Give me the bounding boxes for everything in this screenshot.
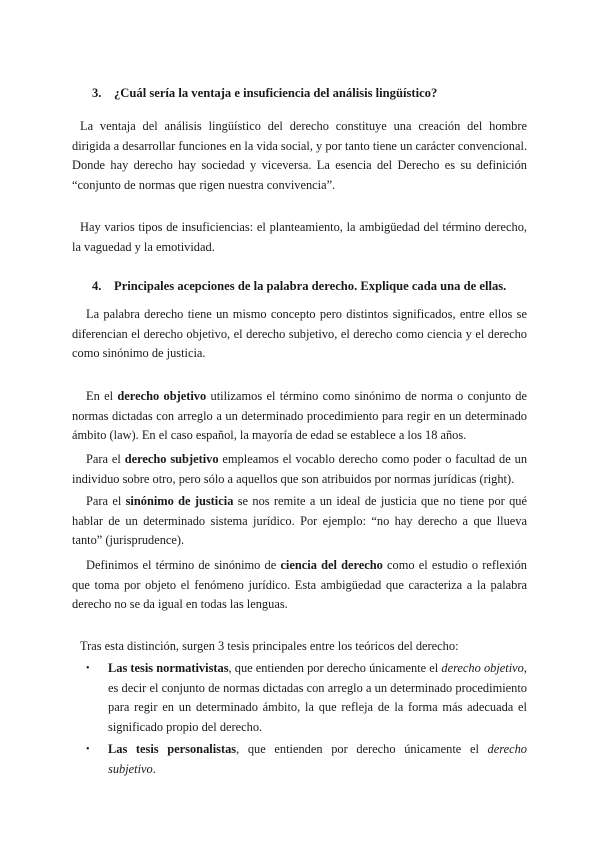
section-4-number: 4.: [92, 279, 102, 293]
section-3-paragraph-1: La ventaja del análisis lingüístico del derecho constituye una creación del hombre dirigida a desarrollar funciones en la vida social, y por tanto tiene un carácter convencional. Donde hay derecho hay sociedad y viceversa. La esencia del Derecho es su definición “conjunto de normas que rigen nuestra convivencia”.: [72, 119, 527, 192]
ciencia-derecho-paragraph: [72, 556, 527, 615]
section-3-number: 3.: [92, 86, 102, 100]
list-item-thesis-2: [72, 740, 527, 779]
ciencia-term: ciencia del derecho: [280, 558, 383, 572]
thesis-2-term: Las tesis personalistas: [108, 742, 237, 756]
section-4-title: Principales acepciones de la palabra derecho. Explique cada una de ellas.: [114, 279, 507, 293]
thesis-2-post: .: [152, 761, 156, 776]
ciencia-pre-text: Definimos el término de sinónimo de: [86, 558, 281, 572]
bullet-icon: •: [86, 744, 90, 755]
objetivo-pre-text: En el: [86, 389, 118, 403]
section-3-paragraph-2: Hay varios tipos de insuficiencias: el planteamiento, la ambigüedad del término derecho, la vaguedad y la emotividad.: [72, 220, 527, 254]
thesis-1-mid: , que entienden por derecho únicamente el: [228, 661, 442, 675]
objetivo-post-text: utilizamos el término como sinónimo de norma o conjunto de normas dictadas con arreglo a un determinado procedimiento para regir en un determinado ámbito (law). En el caso español, la mayoría de edad se establece a los 18 años.: [72, 389, 527, 442]
justicia-term: sinónimo de justicia: [125, 494, 234, 508]
thesis-1-term: Las tesis normativistas: [108, 661, 229, 675]
theses-list: [72, 659, 527, 779]
thesis-2-mid: , que entienden por derecho únicamente el: [236, 742, 488, 756]
justicia-post-text: se nos remite a un ideal de justicia que no tiene por qué hablar de un determinado sistema jurídico. Por ejemplo: “no hay derecho a que llueva tanto” (jurisprudence).: [72, 494, 528, 547]
subjetivo-term: derecho subjetivo: [124, 452, 219, 466]
derecho-objetivo-paragraph: [72, 387, 527, 446]
subjetivo-post-text: empleamos el vocablo derecho como poder o facultad de un individuo sobre otro, pero sólo a aquellos que son atribuidos por normas jurídicas (right).: [72, 452, 528, 486]
thesis-2-emphasis: derecho subjetivo: [108, 742, 527, 776]
ciencia-post-text: como el estudio o reflexión que toma por objeto el fenómeno jurídico. Esta ambigüedad que caracteriza a la palabra derecho no se da igual en todas las lenguas.: [72, 558, 527, 611]
bullet-icon: •: [86, 663, 90, 674]
section-4-intro: La palabra derecho tiene un mismo concepto pero distintos significados, entre ellos se diferencian el derecho objetivo, el derecho subjetivo, el derecho como ciencia y el derecho como sinónimo de justicia.: [72, 307, 527, 360]
section-3-title: ¿Cuál sería la ventaja e insuficiencia del análisis lingüístico?: [114, 86, 438, 100]
section-3-heading: [92, 84, 532, 104]
list-item-thesis-1: [72, 659, 527, 737]
section-4-heading: [92, 277, 532, 297]
derecho-subjetivo-paragraph: [72, 450, 527, 489]
sinonimo-justicia-paragraph: [72, 492, 527, 551]
subjetivo-pre-text: Para el: [86, 452, 125, 466]
thesis-1-post: , es decir el conjunto de normas dictadas con arreglo a un determinado procedimiento para regir en un determinado ámbito, la que refleja de la forma más adecuada el significado propio del derecho.: [108, 661, 527, 734]
thesis-1-emphasis: derecho objetivo: [441, 661, 524, 675]
theses-intro: Tras esta distinción, surgen 3 tesis principales entre los teóricos del derecho:: [80, 639, 459, 653]
justicia-pre-text: Para el: [86, 494, 126, 508]
objetivo-term: derecho objetivo: [117, 389, 207, 403]
